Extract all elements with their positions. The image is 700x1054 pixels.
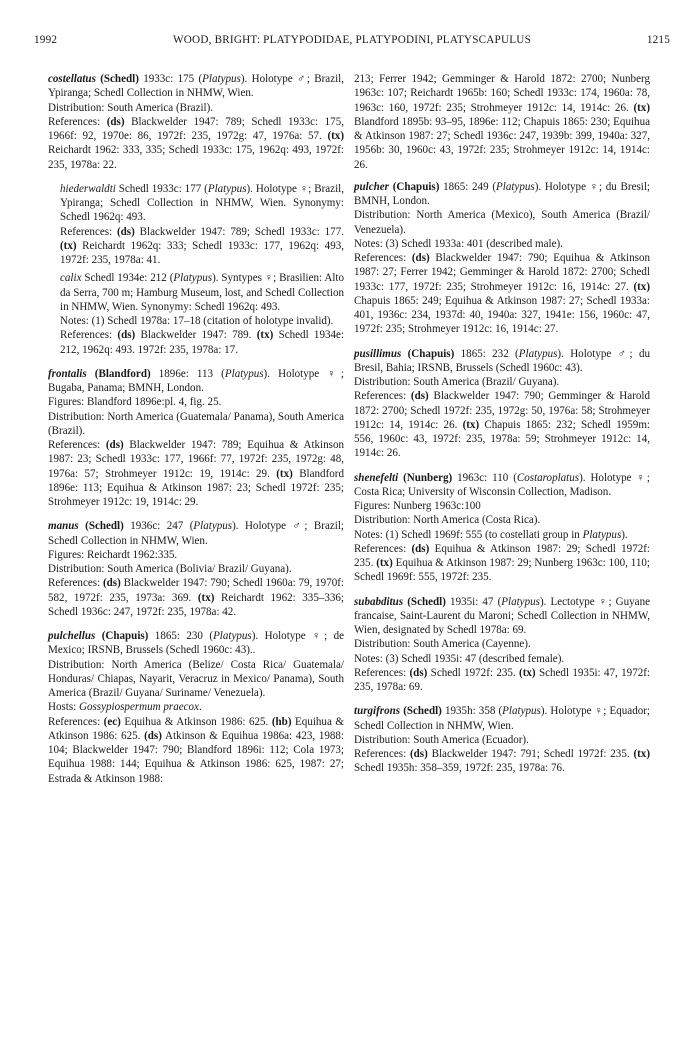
ref-tag-ds: (ds) xyxy=(117,329,136,342)
notes-text: Notes: (1) Schedl 1969f: 555 (to costellati group in xyxy=(354,528,583,541)
species-name: frontalis xyxy=(48,367,87,380)
entry-manus xyxy=(38,519,344,619)
ref-tag-ds: (ds) xyxy=(106,115,125,128)
ref-tag-tx: (tx) xyxy=(256,329,274,342)
type-info: ). Holotype ♂; du Bresil, Bahia; IRSNB, Brussels (Schedl 1960c: 43). xyxy=(354,347,650,374)
figures: Figures: Blandford 1896e:pl. 4, fig. 25. xyxy=(48,396,222,409)
ref-text: Reichardt 1962: 333, 335; Schedl 1933c: 175, 1962q: 493, 1972f: 235, 1978a: 22. xyxy=(48,144,344,171)
ref-label: References: xyxy=(48,439,106,451)
references xyxy=(354,542,650,585)
species-name: subabditus xyxy=(354,595,404,608)
notes-end: ). xyxy=(621,528,628,541)
type-info: ). Holotype ♂; Brazil; Schedl Collection in NHMW, Wien. xyxy=(48,520,344,547)
type-info: ). Holotype ♀; de Mexico; IRSNB, Brussels (Schedl 1960c: 43).. xyxy=(48,630,344,657)
figures: Figures: Nunberg 1963c:100 xyxy=(354,500,481,512)
type-info: ). Holotype ♂; Brazil, Ypiranga; Schedl Collection in NHMW, Wien. xyxy=(48,73,345,100)
ref-tag-tx: (tx) xyxy=(376,557,393,569)
notes xyxy=(354,528,650,542)
type-info: ). Syntypes ♀; Brasilien: Alto da Serra, 700 m; Hamburg Museum, lost, and Schedl Collection in NHMW, Wien. Synonymy: Schedl 1962q: 493. xyxy=(60,272,344,313)
distribution: Distribution: South America (Brazil/ Guyana). xyxy=(354,376,560,388)
entry-costellatus xyxy=(38,72,344,172)
genus: Platypus xyxy=(207,182,247,195)
ref-text: Equihua & Atkinson 1986: 625. xyxy=(120,715,272,728)
ref-tag-tx: (tx) xyxy=(633,280,650,293)
ref-text: Atkinson & Equihua 1986a: 423, 1988: 104; Blackwelder 1947: 790; Blandford 1896i: 112; Cola 1973; Equihua 1988: 144; Equihua & Atkinson 1986: 625, 1987: 27; Estrada & Atkinson 1988: xyxy=(48,729,344,785)
host-species: Gossypiospermum praecox xyxy=(79,701,199,714)
ref-tag-tx: (tx) xyxy=(462,418,480,431)
hosts-label: Hosts: xyxy=(48,701,79,714)
notes: Notes: (3) Schedl 1935i: 47 (described female). xyxy=(354,652,565,665)
ref-text: Blackwelder 1947: 790; Equihua & Atkinson 1987: 27; Ferrer 1942; Gemminger & Harold 1872: 2700; Schedl 1933c: 177, 1972f: 235; Strohmeyer 1912c: 16, 1914c: 27. xyxy=(354,252,650,293)
species-author: (Blandford) xyxy=(94,367,151,380)
species-name: pulcher xyxy=(354,180,389,193)
ref-label: References: xyxy=(354,542,412,555)
citation: 1935h: 358 ( xyxy=(441,705,503,718)
type-info: ). Holotype ♀; Costa Rica; University of Wisconsin Collection, Madison. xyxy=(354,471,650,498)
distribution: Distribution: North America (Costa Rica). xyxy=(354,514,541,527)
genus: Platypus xyxy=(193,520,233,533)
ref-tag-ds: (ds) xyxy=(105,439,124,451)
ref-tag-tx: (tx) xyxy=(633,748,650,760)
type-info: ). Holotype ♀; Brazil, Ypiranga; Schedl Collection in NHMW, Wien. Synonymy: Schedl 1962q: 493. xyxy=(60,182,344,224)
references xyxy=(48,115,344,172)
genus: Platypus xyxy=(518,347,558,360)
type-info: ). Holotype ♀; Bugaba, Panama; BMNH, London. xyxy=(48,367,344,394)
ref-tag-ds: (ds) xyxy=(116,225,135,238)
citation: Schedl 1934e: 212 ( xyxy=(81,272,174,285)
citation: 1865: 230 ( xyxy=(148,630,214,642)
header-title: WOOD, BRIGHT: PLATYPODIDAE, PLATYPODINI, PLATYSCAPULUS xyxy=(173,34,531,46)
ref-text: Blandford 1895b: 93–95, 1896e: 112; Chapuis 1865: 230; Equihua & Atkinson 1987: 27; Schedl 1936c: 247, 1939b: 399, 1940a: 327, 1956b: 30, 1960c: 43, 1972f: 235; Strohmeyer 1912c: 14, 1914c: 26. xyxy=(354,115,650,171)
entry-subabditus xyxy=(344,595,650,695)
species-author: (Chapuis) xyxy=(407,347,455,360)
ref-text: Blackwelder 1947: 789; Schedl 1933c: 177. xyxy=(134,225,344,238)
references xyxy=(60,328,344,357)
ref-text: Blackwelder 1947: 790; Schedl 1960a: 79, 1970f: 582, 1972f: 235, 1973a: 369. xyxy=(48,577,344,604)
entry-pusillimus xyxy=(344,347,650,461)
entry-pulcher xyxy=(344,180,650,337)
citation: 1896e: 113 ( xyxy=(150,367,225,380)
ref-text: Equihua & Atkinson 1987: 29; Nunberg 1963c: 100, 110; Schedl 1969f: 555, 1972f: 235. xyxy=(354,557,651,584)
distribution: Distribution: South America (Ecuador). xyxy=(354,733,529,746)
distribution: Distribution: North America (Belize/ Costa Rica/ Guatemala/ Honduras/ Chiapas, Nayarit, Veracruz in Mexico/ Panama), South America (Brazil/ Guyana/ Suriname/ Venezuela). xyxy=(48,658,344,699)
species-author: (Chapuis) xyxy=(392,180,440,193)
citation: 1963c: 110 ( xyxy=(452,471,517,484)
ref-tag-tx: (tx) xyxy=(633,101,650,114)
ref-tag-ds: (ds) xyxy=(102,577,121,590)
synonym-name: calix xyxy=(60,272,82,285)
genus: Platypus xyxy=(173,272,213,285)
citation: 1935i: 47 ( xyxy=(445,595,502,608)
genus: Platypus xyxy=(496,180,535,193)
ref-text: Blackwelder 1947: 789. xyxy=(135,329,257,342)
ref-text: Equihua & Atkinson 1986: 625. xyxy=(48,715,344,742)
ref-text: Chapuis 1865: 232; Schedl 1959m: 556, 1960c: 43, 1972f: 235, 1978a: 59; Strohmeyer 1912c: 14, 1914c: 26. xyxy=(354,418,650,460)
ref-label: References: xyxy=(354,748,410,760)
right-column xyxy=(344,72,650,786)
ref-tag-tx: (tx) xyxy=(327,130,344,142)
ref-label: References: xyxy=(48,115,107,128)
notes: Notes: (1) Schedl 1978a: 17–18 (citation of holotype invalid). xyxy=(60,315,334,327)
references xyxy=(48,576,344,619)
species-name: pusillimus xyxy=(354,347,402,360)
distribution: Distribution: North America (Guatemala/ Panama), South America (Brazil). xyxy=(48,410,344,437)
notes: Notes: (3) Schedl 1933a: 401 (described male). xyxy=(354,237,563,250)
genus: Platypus xyxy=(582,528,622,541)
ref-text: Schedl 1972f: 235. xyxy=(427,666,520,679)
ref-tag-ds: (ds) xyxy=(410,390,429,403)
hosts xyxy=(48,700,344,714)
species-name: pulchellus xyxy=(48,630,96,642)
ref-text: Schedl 1934e: 212, 1962q: 493. 1972f: 235, 1978a: 17. xyxy=(60,329,344,356)
type-info: ). Holotype ♀; Equador; Schedl Collection in NHMW, Wien. xyxy=(354,705,650,732)
ref-tag-tx: (tx) xyxy=(197,591,215,604)
ref-tag-ec: (ec) xyxy=(103,715,121,728)
genus: Platypus xyxy=(501,595,540,608)
ref-tag-ds: (ds) xyxy=(411,542,430,555)
references xyxy=(354,666,650,695)
entry-turgifrons xyxy=(344,704,650,775)
ref-text: Reichardt 1962q: 333; Schedl 1933c: 177, 1962q: 493, 1972f: 235, 1978a: 41. xyxy=(60,239,344,266)
citation: 1933c: 175 ( xyxy=(138,73,203,85)
references xyxy=(48,438,344,509)
species-name: costellatus xyxy=(48,73,96,85)
genus: Costaroplatus xyxy=(516,471,580,484)
references xyxy=(354,251,650,337)
ref-text: Blackwelder 1947: 789; Schedl 1933c: 175, 1966f: 92, 1970e: 86, 1972f: 235, 1972g: 47, 1976a: 57. xyxy=(48,115,344,142)
synonym-name: hiederwaldti xyxy=(60,182,116,195)
ref-text: Blackwelder 1947: 789; Equihua & Atkinson 1987: 23; Schedl 1933c: 177, 1966f: 77, 1972f: 235, 1972g: 48, 1976a: 57; Strohmeyer 1912c: 19, 1914c: 29. xyxy=(48,439,344,480)
type-info: ). Lectotype ♀; Guyane francaise, Saint-Laurent du Maroni; Schedl Collection in NHMW, Wien, designated by Schedl 1978a: 69. xyxy=(354,595,650,636)
ref-text: Blandford 1896e: 113; Equihua & Atkinson 1987: 23; Schedl 1972f: 235; Strohmeyer 1912c: 19, 1914c: 29. xyxy=(48,467,344,508)
ref-label: References: xyxy=(60,225,117,238)
ref-label: References: xyxy=(354,666,410,679)
ref-text: Chapuis 1865: 249; Equihua & Atkinson 1987: 27; Schedl 1933a: 401, 1936c: 234, 1937d: 40, 1940a: 327, 1941e: 156, 1960c: 47, 1972f: 235; Strohmeyer 1912c: 16, 1914c: 27. xyxy=(354,294,650,336)
ref-tag-ds: (ds) xyxy=(409,666,428,679)
header-page-number: 1215 xyxy=(646,34,670,46)
references xyxy=(354,389,650,460)
ref-text: Reichardt 1962: 335–336; Schedl 1936c: 247, 1972f: 235, 1978a: 42. xyxy=(48,591,345,618)
references xyxy=(60,225,344,268)
header-year: 1992 xyxy=(34,34,58,46)
ref-label: References: xyxy=(48,577,103,590)
entry-pulchellus xyxy=(38,629,344,786)
entry-hiederwaldti xyxy=(50,182,344,268)
entry-pulchellus-continued xyxy=(344,72,650,172)
ref-label: References: xyxy=(48,715,104,728)
references xyxy=(48,715,344,786)
ref-tag-ds: (ds) xyxy=(411,252,430,264)
ref-text: Equihua & Atkinson 1987: 29; Schedl 1972f: 235. xyxy=(354,542,650,569)
entry-shenefelti xyxy=(344,471,650,585)
ref-tag-hb: (hb) xyxy=(271,715,292,728)
species-name: manus xyxy=(48,520,79,533)
references xyxy=(354,747,650,776)
species-author: (Schedl) xyxy=(100,73,139,85)
species-author: (Nunberg) xyxy=(403,471,453,484)
distribution: Distribution: South America (Bolivia/ Brazil/ Guyana). xyxy=(48,563,292,575)
ref-label: References: xyxy=(60,329,118,342)
entry-calix xyxy=(50,271,344,357)
genus: Platypus xyxy=(213,630,252,642)
ref-text: Blackwelder 1947: 790; Gemminger & Harold 1872: 2700; Schedl 1972f: 235, 1972g: 50, 1976a: 58; Strohmeyer 1912c: 14, 1914c: 26. xyxy=(354,390,650,431)
left-column xyxy=(38,72,344,796)
ref-tag-tx: (tx) xyxy=(519,666,536,679)
citation: 1865: 232 ( xyxy=(454,347,519,360)
ref-text: Schedl 1935i: 47, 1972f: 235, 1978a: 69. xyxy=(354,666,650,693)
ref-text: 213; Ferrer 1942; Gemminger & Harold 1872: 2700; Nunberg 1963c: 107; Reichardt 1965b: 160; Schedl 1933c: 174, 1960a: 78, 1963c: 160, 1972f: 235; Strohmeyer 1912c: 14, 1914c: 26. xyxy=(354,73,650,114)
references xyxy=(354,72,650,172)
distribution: Distribution: North America (Mexico), South America (Brazil/ Venezuela). xyxy=(354,209,650,236)
ref-text: Schedl 1935h: 358–359, 1972f: 235, 1978a: 76. xyxy=(354,762,565,775)
running-header xyxy=(34,34,670,50)
species-author: (Schedl) xyxy=(407,595,446,608)
ref-tag-ds: (ds) xyxy=(409,748,428,760)
genus: Platypus xyxy=(202,73,241,85)
genus: Platypus xyxy=(502,705,541,718)
citation: Schedl 1933c: 177 ( xyxy=(115,182,208,195)
species-name: shenefelti xyxy=(354,471,399,484)
citation: 1936c: 247 ( xyxy=(123,520,194,533)
species-name: turgifrons xyxy=(354,705,401,718)
ref-label: References: xyxy=(354,390,411,403)
figures: Figures: Reichardt 1962:335. xyxy=(48,548,178,561)
ref-label: References: xyxy=(354,252,412,264)
distribution: Distribution: South America (Cayenne). xyxy=(354,638,531,651)
ref-tag-ds: (ds) xyxy=(144,729,162,742)
ref-text: Blackwelder 1947: 791; Schedl 1972f: 235. xyxy=(427,748,634,760)
type-info: ). Holotype ♀; du Bresil; BMNH, London. xyxy=(354,180,650,207)
distribution: Distribution: South America (Brazil). xyxy=(48,101,214,114)
hosts-end: . xyxy=(198,701,202,714)
ref-tag-tx: (tx) xyxy=(276,467,293,480)
species-author: (Chapuis) xyxy=(101,630,149,642)
species-author: (Schedl) xyxy=(85,520,124,533)
genus: Platypus xyxy=(224,367,264,380)
ref-tag-tx: (tx) xyxy=(60,239,77,252)
entry-frontalis xyxy=(38,367,344,510)
citation: 1865: 249 ( xyxy=(439,180,497,193)
species-author: (Schedl) xyxy=(403,705,442,718)
